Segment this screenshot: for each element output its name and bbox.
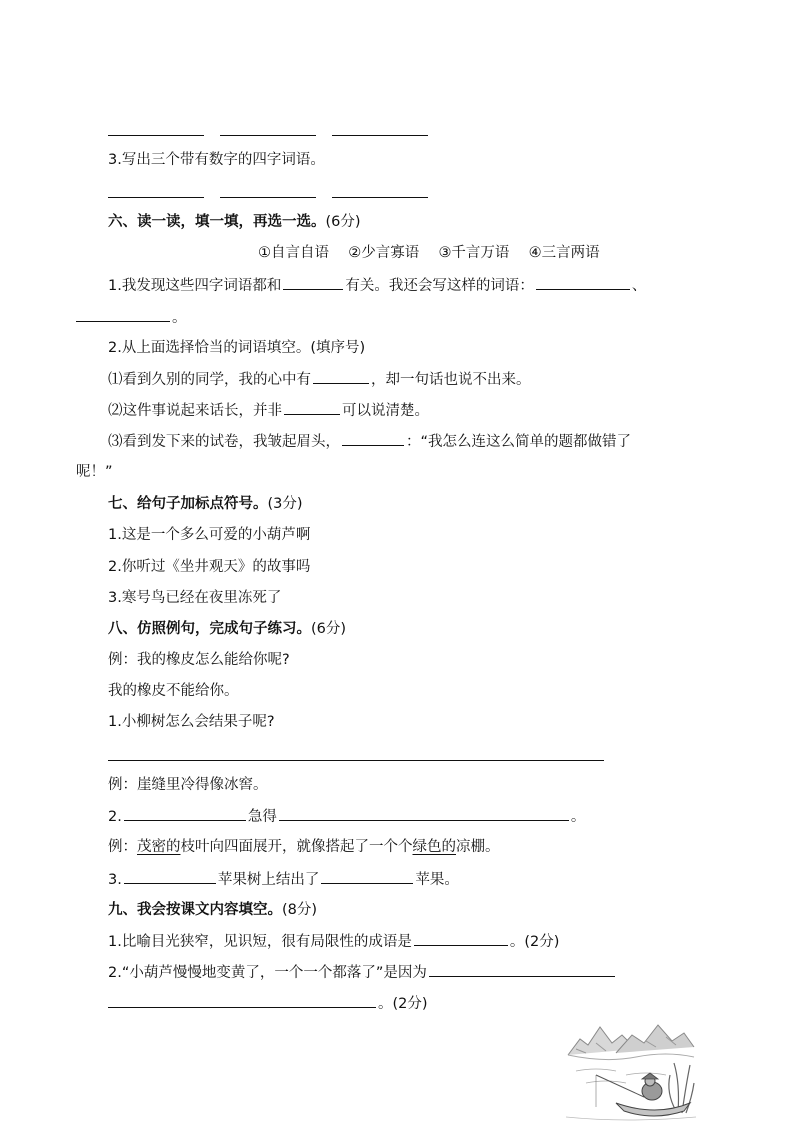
question-text: 苹果树上结出了 [217,872,320,888]
question-text: 。 [570,809,586,825]
question-text: ⑴看到久别的同学，我的心中有 [108,372,311,388]
section-title: 九、我会按课文内容填空。 [108,902,282,918]
word-options [258,243,600,263]
question-text: 1.比喻目光狭窄，见识短，很有局限性的成语是 [108,934,412,950]
question-item [108,869,459,890]
answer-blank[interactable] [108,197,204,198]
reed-icon [669,1063,694,1113]
answer-blank[interactable] [279,806,569,821]
example-text: 枝叶向四面展开，就像搭起了一个个 [180,839,413,855]
question-item [108,275,646,296]
answer-blank[interactable] [124,869,216,884]
question-item: 2.从上面选择恰当的词语填空。(填序号) [108,340,366,356]
answer-blank[interactable] [313,369,369,384]
question-text: 。(2分) [378,996,428,1012]
question-item [108,962,617,983]
answer-line[interactable] [108,760,604,761]
example-sentence: 例：崖缝里冷得像冰窖。 [108,777,268,793]
option-item: ②少言寡语 [348,245,420,261]
question-text: 、 [631,278,647,294]
question-text: 2.“小葫芦慢慢地变黄了，一个一个都落了”是因为 [108,965,427,981]
answer-blank[interactable] [342,431,404,446]
section-score: (3分) [267,496,303,512]
answer-blank[interactable] [536,275,630,290]
question-item [76,307,187,328]
answer-blank[interactable] [76,307,170,322]
option-item: ③千言万语 [438,245,510,261]
question-text: 1.我发现这些四字词语都和 [108,278,282,294]
question-item: 3.写出三个带有数字的四字词语。 [108,152,325,168]
example-sentence [108,837,500,857]
answer-blank[interactable] [220,197,316,198]
question-text: ：“我怎么连这么简单的题都做错了 [406,434,632,450]
question-item: 2.你听过《坐井观天》的故事吗 [108,559,311,575]
question-item: 1.小柳树怎么会结果子呢? [108,714,275,730]
example-sentence: 例：我的橡皮怎么能给你呢? [108,652,290,668]
question-text: 2. [108,809,122,825]
question-text: ⑵这件事说起来话长，并非 [108,403,282,419]
answer-blank[interactable] [284,400,340,415]
section-score: (6分) [325,214,361,230]
option-item: ④三言两语 [528,245,600,261]
question-item: 呢！” [76,464,113,480]
question-item: 3.寒号鸟已经在夜里冻死了 [108,590,282,606]
answer-blank[interactable] [429,962,615,977]
example-sentence: 我的橡皮不能给你。 [108,683,239,699]
question-text: 苹果。 [415,872,459,888]
mountain-icon [568,1025,694,1060]
question-text: 有关。我还会写这样的词语： [345,278,534,294]
answer-blank[interactable] [108,993,376,1008]
section-title: 八、仿照例句，完成句子练习。 [108,621,311,637]
question-text: 急得 [247,809,277,825]
underlined-word: 绿色的 [412,839,456,855]
fisherman-icon [596,1073,662,1107]
question-text: ⑶看到发下来的试卷，我皱起眉头， [108,434,340,450]
answer-blank[interactable] [108,135,204,136]
answer-blank[interactable] [321,869,413,884]
question-item [108,400,429,421]
answer-blank[interactable] [220,135,316,136]
section-score: (6分) [311,621,347,637]
question-text: 3. [108,872,122,888]
option-item: ①自言自语 [258,245,329,261]
answer-blank[interactable] [414,931,508,946]
example-text: 凉棚。 [456,839,500,855]
section-heading [108,212,361,232]
answer-blank[interactable] [283,275,343,290]
question-text: 可以说清楚。 [342,403,429,419]
question-text: 。(2分) [509,934,560,950]
section-heading [108,900,317,920]
section-score: (8分) [282,902,318,918]
section-title: 七、给句子加标点符号。 [108,496,268,512]
section-heading [108,494,303,514]
question-item [108,931,559,952]
question-item [108,369,531,390]
section-title: 六、读一读，填一填，再选一选。 [108,214,326,230]
answer-blank[interactable] [124,806,246,821]
example-text: 例： [108,839,137,855]
answer-blank[interactable] [332,135,428,136]
boat-icon [566,1103,696,1120]
question-text: 。 [172,310,187,326]
underlined-word: 茂密的 [137,839,181,855]
section-heading [108,619,346,639]
fishing-scene-illustration [566,1013,696,1123]
answer-blank[interactable] [332,197,428,198]
question-text: ，却一句话也说不出来。 [371,372,531,388]
question-item [108,806,585,827]
question-item [108,431,631,452]
question-item [108,993,428,1014]
question-item: 1.这是一个多么可爱的小葫芦啊 [108,527,311,543]
